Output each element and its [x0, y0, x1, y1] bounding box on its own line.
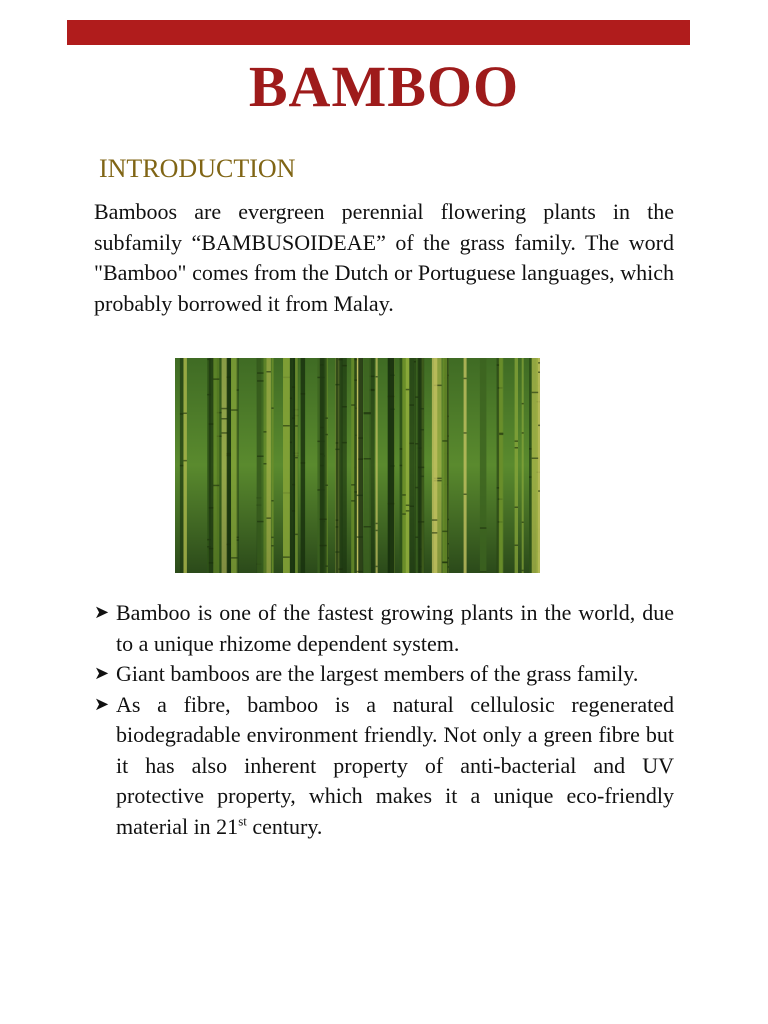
bamboo-stalk [529, 358, 532, 573]
bamboo-stalk [376, 358, 378, 573]
bamboo-stalk [336, 358, 339, 573]
bamboo-node [499, 433, 503, 435]
bamboo-node [336, 519, 339, 521]
bamboo-node [180, 413, 184, 415]
bamboo-node [529, 476, 532, 478]
bamboo-node [272, 545, 274, 547]
bullet-list [94, 598, 674, 842]
bamboo-stalk [418, 358, 424, 573]
bamboo-stalk [301, 358, 306, 573]
bamboo-node [376, 523, 378, 525]
bamboo-node [515, 507, 518, 509]
bamboo-node [418, 467, 424, 469]
bamboo-stalk [532, 358, 539, 573]
bamboo-node [272, 537, 274, 539]
bamboo-node [522, 522, 524, 524]
bamboo-node [414, 361, 416, 363]
bamboo-node [209, 562, 214, 564]
bamboo-node [336, 526, 339, 528]
bamboo-node [464, 378, 467, 380]
bamboo-node [515, 545, 518, 547]
bullet-text: As a fibre, bamboo is a natural cellulosic regenerated biodegradable environment friendly. Not only a green fibre but it has also inherent property of anti-bacterial and UV protective property, which makes it a unique eco-friendly material in 21 [116, 691, 674, 839]
bamboo-stalk [432, 358, 437, 573]
bamboo-node [227, 455, 231, 457]
bamboo-node [184, 413, 187, 415]
bamboo-node [257, 380, 264, 382]
bamboo-stalk [290, 358, 292, 573]
bamboo-node [354, 359, 357, 361]
bamboo-node [364, 458, 371, 460]
bamboo-stalk [257, 358, 264, 573]
arrowhead-bullet-icon: ➤ [94, 663, 110, 684]
bamboo-node [515, 447, 518, 449]
bullet-item [94, 598, 674, 659]
bamboo-stalk [388, 358, 395, 573]
bamboo-node [267, 517, 271, 519]
bamboo-stalk [354, 358, 357, 573]
bullet-text: Giant bamboos are the largest members of the grass family. [116, 661, 639, 686]
bamboo-stalk [499, 358, 503, 573]
bamboo-node [538, 372, 540, 374]
bamboo-node [442, 440, 447, 442]
bamboo-node [376, 566, 378, 568]
bamboo-stalk [497, 358, 500, 573]
bamboo-node [432, 519, 437, 521]
bamboo-node [442, 561, 447, 563]
bamboo-node [257, 456, 264, 458]
bamboo-node [522, 570, 524, 572]
bamboo-node [515, 440, 518, 442]
bamboo-node [338, 568, 342, 570]
bamboo-stalk [213, 358, 219, 573]
bamboo-node [364, 526, 371, 528]
bamboo-node [295, 425, 298, 427]
intro-paragraph: Bamboos are evergreen perennial flowering plants in the subfamily “BAMBUSOIDEAE” of the grass family. The word "Bamboo" comes from the Dutch or Portuguese languages, which probably borrowed it from Malay. [94, 199, 674, 316]
bamboo-node [184, 460, 187, 462]
bamboo-node [409, 443, 414, 445]
bamboo-forest-photo [175, 358, 540, 573]
bamboo-stalk [184, 358, 187, 573]
bamboo-node [180, 465, 184, 467]
bamboo-node [237, 539, 239, 541]
bamboo-node [209, 423, 214, 425]
bamboo-node [295, 457, 298, 459]
bamboo-node [442, 531, 447, 533]
bamboo-node [388, 503, 395, 505]
bamboo-stalk [442, 358, 447, 573]
bamboo-node [292, 510, 295, 512]
bamboo-node [522, 432, 524, 434]
bamboo-forest-illustration [175, 358, 540, 573]
bamboo-node [301, 462, 306, 464]
bamboo-node [301, 393, 306, 395]
bamboo-node [292, 417, 295, 419]
bamboo-node [320, 545, 327, 547]
bamboo-node [257, 372, 264, 374]
bamboo-node [402, 513, 406, 515]
bamboo-node [264, 431, 267, 433]
bamboo-stalk [320, 358, 327, 573]
bamboo-stalk [480, 358, 487, 573]
bamboo-node [529, 448, 532, 450]
bamboo-node [320, 519, 327, 521]
bamboo-stalk [522, 358, 524, 573]
bamboo-node [409, 506, 414, 508]
bamboo-node [402, 494, 406, 496]
bamboo-stalk [464, 358, 467, 573]
bullet-text: Bamboo is one of the fastest growing plants in the world, due to a unique rhizome dependent system. [116, 600, 674, 656]
bullet-item [94, 690, 674, 843]
bamboo-stalk [267, 358, 271, 573]
bamboo-stalk [338, 358, 342, 573]
bamboo-stalk [538, 358, 540, 573]
arrowhead-bullet-icon: ➤ [94, 602, 110, 623]
bamboo-stalk [358, 358, 363, 573]
bamboo-node [538, 362, 540, 364]
bamboo-node [292, 484, 295, 486]
bamboo-stalk [227, 358, 231, 573]
bamboo-node [227, 544, 231, 546]
bamboo-node [532, 458, 539, 460]
bamboo-node [227, 377, 231, 379]
bamboo-node [497, 364, 500, 366]
bamboo-node [209, 507, 214, 509]
bamboo-node [290, 398, 292, 400]
bamboo-node [354, 379, 357, 381]
bamboo-stalk [264, 358, 267, 573]
bamboo-node [522, 403, 524, 405]
arrowhead-bullet-icon: ➤ [94, 693, 110, 715]
bamboo-node [354, 491, 357, 493]
bamboo-node [227, 453, 231, 455]
bamboo-node [290, 442, 292, 444]
header-accent-bar [67, 20, 690, 45]
bullet-text-tail: century. [246, 813, 323, 839]
bamboo-stalk [409, 358, 414, 573]
bamboo-node [257, 521, 264, 523]
bamboo-node [364, 413, 371, 415]
bamboo-node [538, 490, 540, 492]
bamboo-node [376, 530, 378, 532]
bamboo-node [388, 396, 395, 398]
bullet-item [94, 659, 674, 690]
bamboo-node [538, 425, 540, 427]
section-heading-introduction: INTRODUCTION [99, 154, 296, 183]
bamboo-node [213, 485, 219, 487]
bamboo-node [418, 521, 424, 523]
bamboo-node [237, 537, 239, 539]
bamboo-node [237, 389, 239, 391]
bamboo-node [292, 386, 295, 388]
bamboo-node [409, 404, 414, 406]
bamboo-stalk [292, 358, 295, 573]
bamboo-node [480, 571, 487, 573]
bamboo-node [358, 437, 363, 439]
bamboo-node [283, 556, 290, 558]
bamboo-node [213, 378, 219, 380]
bamboo-node [338, 359, 342, 361]
bamboo-node [295, 534, 298, 536]
bamboo-node [480, 527, 487, 529]
bamboo-node [272, 500, 274, 502]
bamboo-stalk [414, 358, 416, 573]
bamboo-stalk [515, 358, 518, 573]
bamboo-node [283, 425, 290, 427]
bullet-superscript: st [238, 813, 247, 829]
bamboo-node [376, 376, 378, 378]
bamboo-stalk [283, 358, 290, 573]
bamboo-stalk [209, 358, 214, 573]
bamboo-stalk [272, 358, 274, 573]
bamboo-node [464, 432, 467, 434]
bamboo-node [209, 548, 214, 550]
bamboo-node [336, 442, 339, 444]
bamboo-node [264, 463, 267, 465]
bamboo-stalk [295, 358, 298, 573]
bamboo-node [267, 371, 271, 373]
bamboo-node [432, 532, 437, 534]
bamboo-stalk [364, 358, 371, 573]
page-title: BAMBOO [248, 54, 520, 119]
bamboo-stalk [402, 358, 406, 573]
bamboo-node [464, 494, 467, 496]
bamboo-node [532, 392, 539, 394]
bamboo-node [497, 487, 500, 489]
bamboo-node [272, 407, 274, 409]
bamboo-node [358, 458, 363, 460]
